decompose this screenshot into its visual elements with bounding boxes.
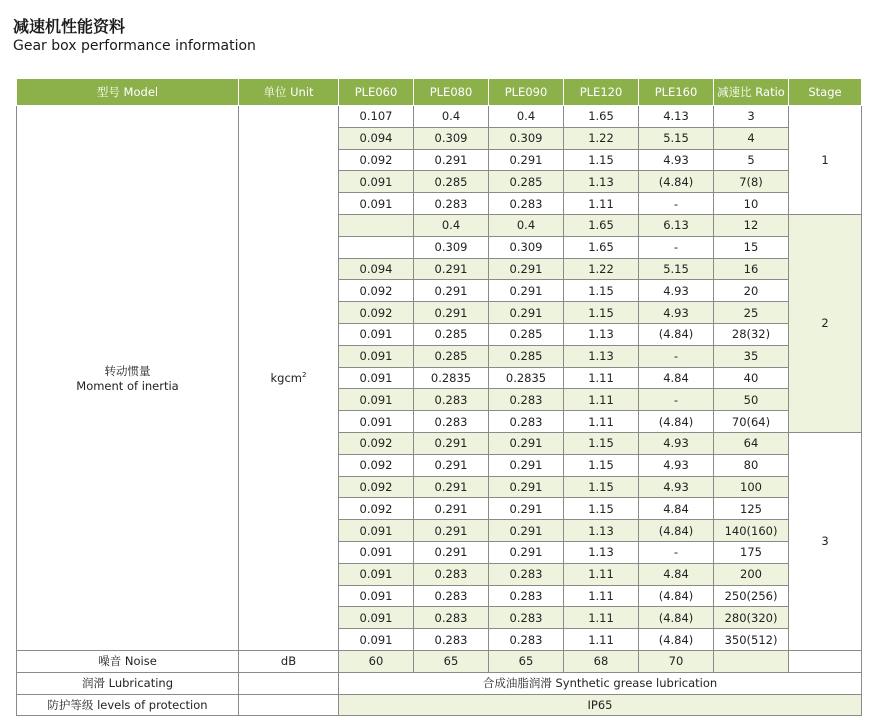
inertia-unit: kgcm	[270, 370, 303, 385]
inertia-value-cell: 0.285	[414, 323, 489, 345]
ratio-cell: 40	[714, 367, 789, 389]
inertia-value-cell: 4.84	[639, 498, 714, 520]
inertia-value-cell: (4.84)	[639, 585, 714, 607]
inertia-value-cell: 1.15	[564, 498, 639, 520]
inertia-value-cell: 1.15	[564, 476, 639, 498]
inertia-value-cell: 0.4	[489, 106, 564, 128]
inertia-value-cell: 0.291	[489, 541, 564, 563]
ratio-cell: 64	[714, 432, 789, 454]
ratio-cell: 280(320)	[714, 607, 789, 629]
inertia-value-cell: 0.4	[414, 106, 489, 128]
inertia-value-cell: 0.2835	[489, 367, 564, 389]
inertia-value-cell: -	[639, 389, 714, 411]
lubricating-label: 润滑 Lubricating	[17, 672, 239, 694]
inertia-value-cell: 0.283	[414, 607, 489, 629]
inertia-value-cell: 0.291	[414, 498, 489, 520]
ratio-cell: 3	[714, 106, 789, 128]
inertia-value-cell: 1.15	[564, 454, 639, 476]
inertia-value-cell: 0.094	[339, 258, 414, 280]
inertia-value-cell: 0.285	[489, 345, 564, 367]
inertia-value-cell: 0.285	[414, 171, 489, 193]
inertia-value-cell: 0.091	[339, 389, 414, 411]
inertia-value-cell: 0.091	[339, 171, 414, 193]
inertia-value-cell: 1.13	[564, 345, 639, 367]
ratio-cell: 175	[714, 541, 789, 563]
inertia-value-cell: 0.2835	[414, 367, 489, 389]
inertia-value-cell: 0.291	[489, 280, 564, 302]
inertia-value-cell: 0.309	[414, 236, 489, 258]
ratio-cell: 15	[714, 236, 789, 258]
inertia-value-cell: 0.291	[414, 541, 489, 563]
inertia-value-cell: (4.84)	[639, 629, 714, 651]
inertia-value-cell: 0.283	[489, 563, 564, 585]
inertia-value-cell: 0.091	[339, 541, 414, 563]
inertia-value-cell: 0.291	[489, 476, 564, 498]
inertia-value-cell: (4.84)	[639, 607, 714, 629]
lubricating-row	[17, 672, 862, 694]
inertia-value-cell: 1.15	[564, 280, 639, 302]
header-ple090: PLE090	[489, 79, 564, 106]
ratio-cell: 80	[714, 454, 789, 476]
inertia-value-cell: 4.84	[639, 563, 714, 585]
inertia-value-cell: 0.092	[339, 149, 414, 171]
ratio-cell: 16	[714, 258, 789, 280]
inertia-value-cell: 0.285	[489, 323, 564, 345]
inertia-value-cell: 1.65	[564, 214, 639, 236]
inertia-value-cell: 0.283	[414, 629, 489, 651]
lubricating-value: 合成油脂润滑 Synthetic grease lubrication	[339, 672, 862, 694]
inertia-value-cell: 0.309	[414, 127, 489, 149]
ratio-cell: 50	[714, 389, 789, 411]
ratio-cell: 70(64)	[714, 411, 789, 433]
inertia-value-cell: 0.107	[339, 106, 414, 128]
header-ple120: PLE120	[564, 79, 639, 106]
noise-value-cell: 65	[489, 650, 564, 672]
inertia-value-cell: 0.283	[489, 411, 564, 433]
noise-label: 噪音 Noise	[17, 650, 239, 672]
inertia-value-cell: 0.091	[339, 193, 414, 215]
inertia-value-cell: 0.091	[339, 367, 414, 389]
inertia-value-cell: 1.15	[564, 149, 639, 171]
ratio-cell: 350(512)	[714, 629, 789, 651]
ratio-cell: 28(32)	[714, 323, 789, 345]
inertia-value-cell: (4.84)	[639, 411, 714, 433]
inertia-value-cell: 0.291	[489, 258, 564, 280]
ratio-cell: 20	[714, 280, 789, 302]
inertia-value-cell: 1.11	[564, 389, 639, 411]
header-ratio: 减速比 Ratio	[714, 79, 789, 106]
inertia-unit-cell	[239, 106, 339, 651]
inertia-value-cell: 0.291	[414, 280, 489, 302]
inertia-value-cell: 1.65	[564, 236, 639, 258]
inertia-value-cell: 0.283	[414, 563, 489, 585]
inertia-value-cell: 0.283	[489, 193, 564, 215]
inertia-value-cell: 1.11	[564, 563, 639, 585]
inertia-value-cell: (4.84)	[639, 171, 714, 193]
ratio-cell: 25	[714, 302, 789, 324]
inertia-value-cell: 0.283	[414, 411, 489, 433]
inertia-value-cell: 0.092	[339, 454, 414, 476]
stage-cell: 1	[789, 106, 862, 215]
page-title-en: Gear box performance information	[13, 38, 256, 54]
inertia-label-en: Moment of inertia	[76, 378, 179, 393]
inertia-value-cell: 0.091	[339, 323, 414, 345]
ratio-cell: 10	[714, 193, 789, 215]
inertia-value-cell: 0.094	[339, 127, 414, 149]
ratio-cell: 4	[714, 127, 789, 149]
inertia-value-cell: 0.309	[489, 127, 564, 149]
header-ple080: PLE080	[414, 79, 489, 106]
protection-unit-empty	[239, 694, 339, 716]
inertia-value-cell	[339, 236, 414, 258]
inertia-value-cell: 4.93	[639, 432, 714, 454]
inertia-value-cell: 0.291	[489, 454, 564, 476]
ratio-cell: 5	[714, 149, 789, 171]
inertia-value-cell: 0.291	[414, 476, 489, 498]
inertia-value-cell: 1.15	[564, 432, 639, 454]
inertia-value-cell: 0.4	[489, 214, 564, 236]
inertia-value-cell: 1.11	[564, 411, 639, 433]
inertia-value-cell	[339, 214, 414, 236]
inertia-value-cell: 6.13	[639, 214, 714, 236]
ratio-cell: 200	[714, 563, 789, 585]
inertia-value-cell: -	[639, 193, 714, 215]
inertia-value-cell: 1.22	[564, 127, 639, 149]
ratio-cell: 35	[714, 345, 789, 367]
inertia-value-cell: 0.283	[489, 607, 564, 629]
inertia-value-cell: 0.283	[414, 389, 489, 411]
inertia-value-cell: 0.091	[339, 629, 414, 651]
performance-table	[16, 78, 862, 716]
inertia-value-cell: 0.092	[339, 280, 414, 302]
inertia-value-cell: 0.091	[339, 520, 414, 542]
inertia-value-cell: 0.283	[489, 389, 564, 411]
inertia-value-cell: 0.291	[414, 149, 489, 171]
page-title-cn: 减速机性能资料	[13, 17, 126, 36]
inertia-value-cell: 1.11	[564, 629, 639, 651]
noise-row	[17, 650, 862, 672]
noise-stage-empty	[789, 650, 862, 672]
table-row	[17, 106, 862, 128]
inertia-label-cell	[17, 106, 239, 651]
inertia-value-cell: 0.291	[489, 149, 564, 171]
stage-cell: 3	[789, 432, 862, 650]
inertia-value-cell: 0.283	[489, 585, 564, 607]
inertia-value-cell: 4.93	[639, 149, 714, 171]
noise-value-cell: 70	[639, 650, 714, 672]
noise-value-cell: 60	[339, 650, 414, 672]
inertia-value-cell: 0.091	[339, 411, 414, 433]
stage-cell: 2	[789, 214, 862, 432]
inertia-value-cell: 0.091	[339, 345, 414, 367]
inertia-value-cell: 5.15	[639, 258, 714, 280]
inertia-value-cell: 1.13	[564, 171, 639, 193]
protection-label: 防护等级 levels of protection	[17, 694, 239, 716]
ratio-cell: 125	[714, 498, 789, 520]
inertia-value-cell: 0.283	[414, 585, 489, 607]
inertia-value-cell: 0.291	[489, 302, 564, 324]
inertia-value-cell: 0.092	[339, 432, 414, 454]
inertia-value-cell: 0.291	[489, 432, 564, 454]
header-stage: Stage	[789, 79, 862, 106]
header-unit: 单位 Unit	[239, 79, 339, 106]
inertia-value-cell: 1.11	[564, 607, 639, 629]
inertia-value-cell: 0.092	[339, 476, 414, 498]
inertia-value-cell: 0.091	[339, 585, 414, 607]
inertia-value-cell: 0.4	[414, 214, 489, 236]
inertia-value-cell: 4.13	[639, 106, 714, 128]
noise-value-cell: 68	[564, 650, 639, 672]
lubricating-unit-empty	[239, 672, 339, 694]
noise-value-cell: 65	[414, 650, 489, 672]
inertia-label-cn: 转动惯量	[104, 363, 151, 378]
inertia-value-cell: 0.291	[414, 454, 489, 476]
inertia-value-cell: 1.11	[564, 193, 639, 215]
inertia-value-cell: 1.13	[564, 323, 639, 345]
inertia-value-cell: 0.309	[489, 236, 564, 258]
inertia-value-cell: 4.93	[639, 476, 714, 498]
inertia-value-cell: 1.13	[564, 541, 639, 563]
inertia-value-cell: 0.285	[489, 171, 564, 193]
inertia-value-cell: 4.84	[639, 367, 714, 389]
inertia-value-cell: 0.291	[489, 498, 564, 520]
ratio-cell: 250(256)	[714, 585, 789, 607]
inertia-value-cell: 0.091	[339, 563, 414, 585]
inertia-value-cell: 0.291	[414, 258, 489, 280]
inertia-value-cell: 1.22	[564, 258, 639, 280]
inertia-value-cell: 0.283	[489, 629, 564, 651]
header-model: 型号 Model	[17, 79, 239, 106]
noise-ratio-empty	[714, 650, 789, 672]
inertia-value-cell: 4.93	[639, 280, 714, 302]
ratio-cell: 100	[714, 476, 789, 498]
inertia-value-cell: 4.93	[639, 454, 714, 476]
inertia-value-cell: 0.291	[414, 432, 489, 454]
inertia-value-cell: 0.291	[489, 520, 564, 542]
inertia-value-cell: 1.11	[564, 367, 639, 389]
inertia-value-cell: (4.84)	[639, 520, 714, 542]
ratio-cell: 12	[714, 214, 789, 236]
inertia-value-cell: -	[639, 345, 714, 367]
inertia-value-cell: 4.93	[639, 302, 714, 324]
inertia-value-cell: 1.65	[564, 106, 639, 128]
ratio-cell: 7(8)	[714, 171, 789, 193]
inertia-value-cell: -	[639, 541, 714, 563]
inertia-value-cell: 0.091	[339, 607, 414, 629]
protection-value: IP65	[339, 694, 862, 716]
inertia-value-cell: 0.092	[339, 498, 414, 520]
header-ple160: PLE160	[639, 79, 714, 106]
header-ple060: PLE060	[339, 79, 414, 106]
inertia-value-cell: 0.291	[414, 302, 489, 324]
inertia-value-cell: 1.11	[564, 585, 639, 607]
inertia-value-cell: 0.291	[414, 520, 489, 542]
inertia-value-cell: 1.13	[564, 520, 639, 542]
inertia-unit-sup: 2	[302, 371, 307, 380]
inertia-value-cell: (4.84)	[639, 323, 714, 345]
inertia-value-cell: 0.092	[339, 302, 414, 324]
inertia-value-cell: 0.285	[414, 345, 489, 367]
noise-unit: dB	[239, 650, 339, 672]
inertia-value-cell: 0.283	[414, 193, 489, 215]
ratio-cell: 140(160)	[714, 520, 789, 542]
table-header-row	[17, 79, 862, 106]
inertia-value-cell: 5.15	[639, 127, 714, 149]
inertia-value-cell: 1.15	[564, 302, 639, 324]
inertia-value-cell: -	[639, 236, 714, 258]
protection-row	[17, 694, 862, 716]
